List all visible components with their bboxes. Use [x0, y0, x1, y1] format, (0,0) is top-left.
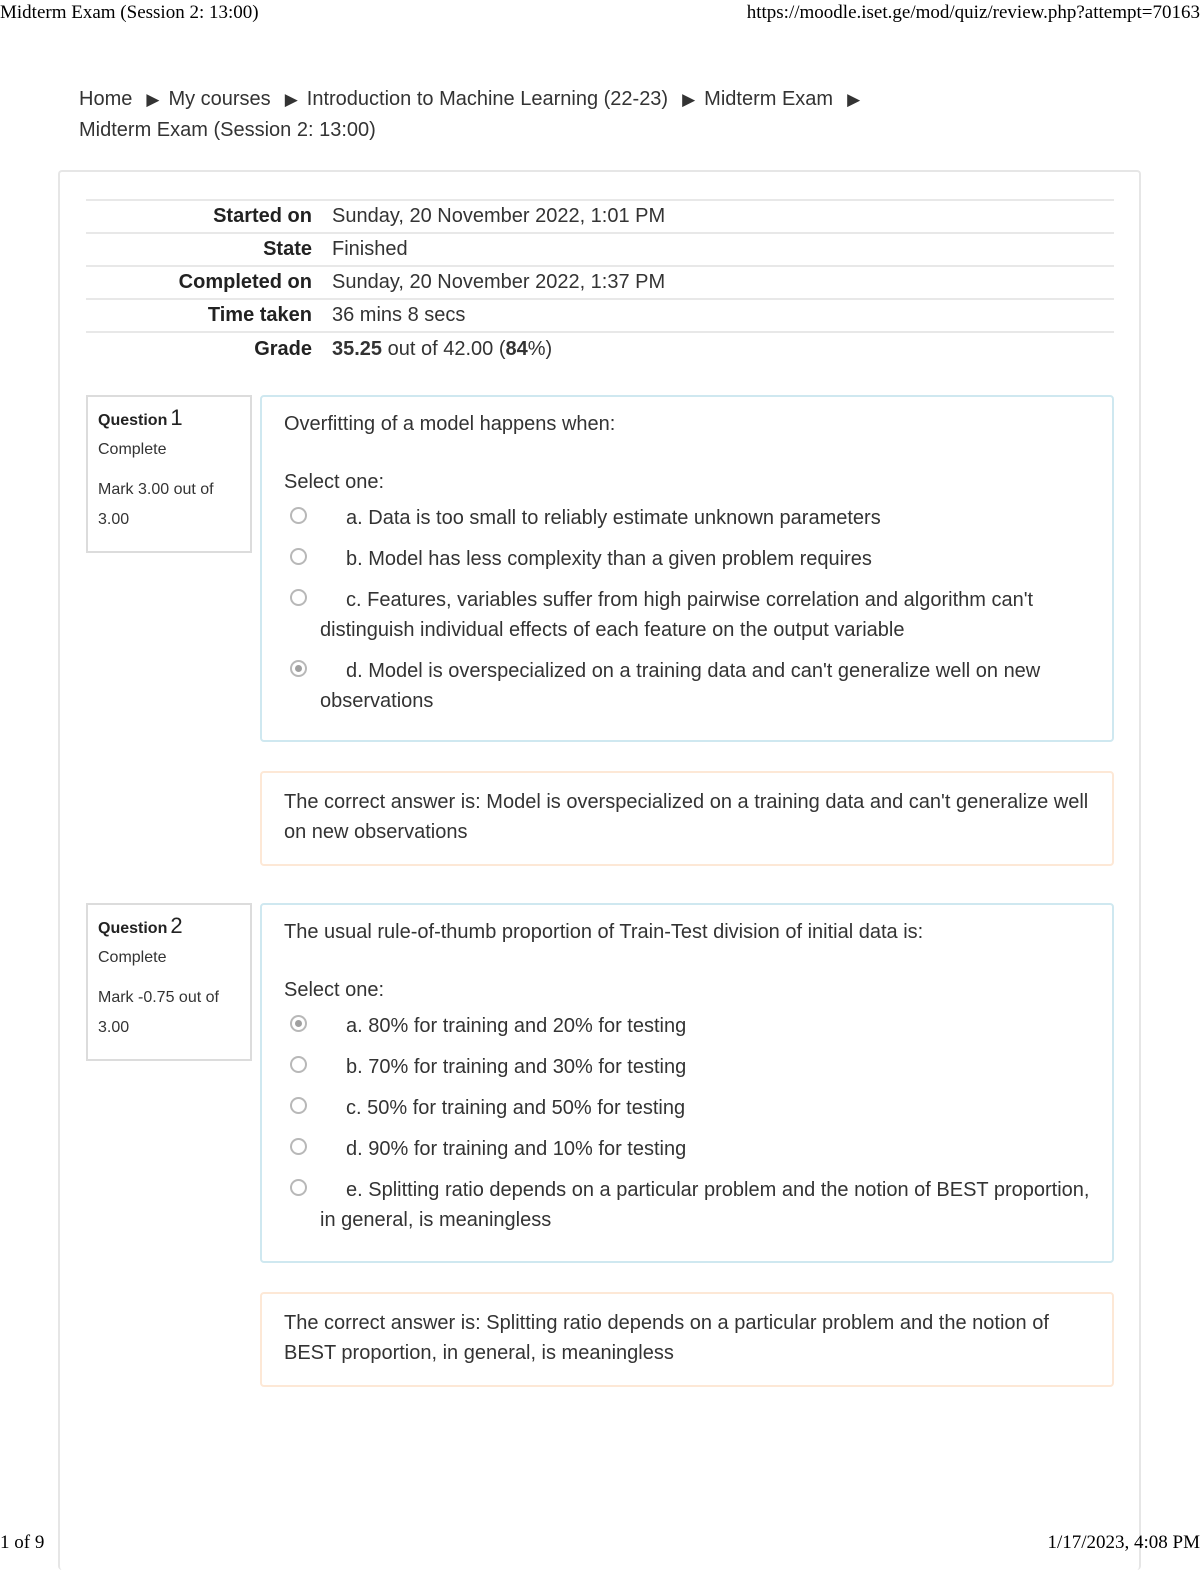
breadcrumb-current-quiz[interactable]: Midterm Exam (Session 2: 13:00) — [79, 119, 376, 141]
state-label: State — [263, 238, 312, 260]
started-label: Started on — [213, 205, 312, 227]
grade-score: 35.25 — [332, 338, 383, 360]
summary-row-state — [86, 233, 1114, 266]
question-number — [98, 405, 240, 431]
print-footer — [0, 1532, 1200, 1554]
print-title: Midterm Exam (Session 2: 13:00) — [0, 2, 259, 23]
radio-button-checked[interactable] — [290, 1015, 307, 1032]
question-text: Overfitting of a model happens when: — [284, 413, 616, 435]
question-state: Complete — [98, 441, 167, 458]
answer-text: Model has less complexity than a given problem requires — [368, 548, 872, 570]
answer-text: Data is too small to reliably estimate unknown parameters — [368, 507, 881, 529]
breadcrumb-home[interactable]: Home — [79, 88, 133, 110]
question-feedback-1 — [260, 771, 1114, 866]
radio-button[interactable] — [290, 507, 307, 524]
answer-option-e[interactable] — [284, 1175, 1090, 1235]
answer-letter: d. — [346, 1138, 363, 1160]
breadcrumb-separator: ▶ — [146, 90, 160, 109]
radio-button[interactable] — [290, 1056, 307, 1073]
question-mark: Mark -0.75 out of 3.00 — [98, 989, 219, 1036]
answer-list — [284, 503, 1090, 716]
grade-label: Grade — [254, 338, 312, 360]
question-mark: Mark 3.00 out of 3.00 — [98, 481, 214, 528]
attempt-summary-table — [86, 199, 1114, 366]
breadcrumb-midterm-exam[interactable]: Midterm Exam — [704, 88, 834, 110]
answer-text: Features, variables suffer from high pairwise correlation and algorithm can't distinguish individual effects of each feature on the output variable — [320, 589, 1034, 641]
summary-row-completed — [86, 266, 1114, 299]
answer-option-d[interactable] — [284, 656, 1090, 716]
question-formulation-1 — [260, 395, 1114, 742]
answer-option-d[interactable] — [284, 1134, 1090, 1164]
question-number — [98, 913, 240, 939]
breadcrumb-separator: ▶ — [682, 90, 696, 109]
answer-option-b[interactable] — [284, 544, 1090, 574]
summary-row-time — [86, 299, 1114, 332]
question-number-value: 2 — [170, 913, 183, 938]
answer-option-b[interactable] — [284, 1052, 1090, 1082]
answer-option-c[interactable] — [284, 1093, 1090, 1123]
grade-outof: out of 42.00 ( — [382, 338, 506, 360]
print-page-number: 1 of 9 — [0, 1532, 45, 1553]
question-state: Complete — [98, 949, 167, 966]
question-info-2 — [86, 903, 252, 1061]
print-header — [0, 2, 1200, 26]
question-text: The usual rule-of-thumb proportion of Train-Test division of initial data is: — [284, 921, 924, 943]
question-feedback-2 — [260, 1292, 1114, 1387]
answer-text: Model is overspecialized on a training data and can't generalize well on new observations — [320, 660, 1041, 712]
print-url: https://moodle.iset.ge/mod/quiz/review.php?attempt=70163 — [746, 2, 1200, 23]
breadcrumb-course[interactable]: Introduction to Machine Learning (22-23) — [306, 88, 669, 110]
breadcrumb-separator: ▶ — [284, 90, 298, 109]
question-info-1 — [86, 395, 252, 553]
answer-letter: b. — [346, 1056, 363, 1078]
answer-text: 90% for training and 10% for testing — [368, 1138, 687, 1160]
answer-letter: a. — [346, 1015, 363, 1037]
summary-row-grade — [86, 332, 1114, 366]
select-prompt: Select one: — [284, 471, 385, 493]
answer-letter: d. — [346, 660, 363, 682]
question-formulation-2 — [260, 903, 1114, 1263]
answer-text: 70% for training and 30% for testing — [368, 1056, 687, 1078]
grade-suffix: %) — [527, 338, 553, 360]
answer-option-a[interactable] — [284, 503, 1090, 533]
summary-row-started — [86, 200, 1114, 233]
answer-letter: c. — [346, 1097, 362, 1119]
question-label: Question — [98, 920, 168, 937]
time-value: 36 mins 8 secs — [332, 304, 466, 326]
radio-button-checked[interactable] — [290, 660, 307, 677]
breadcrumb — [79, 84, 979, 145]
radio-button[interactable] — [290, 1138, 307, 1155]
radio-button[interactable] — [290, 1097, 307, 1114]
answer-letter: b. — [346, 548, 363, 570]
started-value: Sunday, 20 November 2022, 1:01 PM — [332, 205, 666, 227]
answer-option-a[interactable] — [284, 1011, 1090, 1041]
completed-label: Completed on — [178, 271, 312, 293]
time-label: Time taken — [207, 304, 312, 326]
answer-text: 80% for training and 20% for testing — [368, 1015, 687, 1037]
select-prompt: Select one: — [284, 979, 385, 1001]
breadcrumb-my-courses[interactable]: My courses — [168, 88, 271, 110]
completed-value: Sunday, 20 November 2022, 1:37 PM — [332, 271, 666, 293]
answer-text: Splitting ratio depends on a particular problem and the notion of BEST proportion, in general, is meaningless — [320, 1179, 1090, 1231]
radio-button[interactable] — [290, 1179, 307, 1196]
state-value: Finished — [332, 238, 408, 260]
answer-letter: a. — [346, 507, 363, 529]
correct-answer-text: The correct answer is: Model is overspecialized on a training data and can't generalize well on new observations — [284, 791, 1089, 843]
print-datetime: 1/17/2023, 4:08 PM — [1047, 1532, 1200, 1553]
grade-value — [332, 332, 1114, 366]
grade-percent: 84 — [505, 338, 528, 360]
answer-letter: c. — [346, 589, 362, 611]
question-number-value: 1 — [170, 405, 183, 430]
correct-answer-text: The correct answer is: Splitting ratio depends on a particular problem and the notion of BEST proportion, in general, is meaningless — [284, 1312, 1049, 1364]
radio-button[interactable] — [290, 589, 307, 606]
answer-text: 50% for training and 50% for testing — [367, 1097, 686, 1119]
answer-list — [284, 1011, 1090, 1235]
breadcrumb-separator: ▶ — [847, 90, 861, 109]
radio-button[interactable] — [290, 548, 307, 565]
answer-option-c[interactable] — [284, 585, 1090, 645]
question-label: Question — [98, 412, 168, 429]
answer-letter: e. — [346, 1179, 363, 1201]
